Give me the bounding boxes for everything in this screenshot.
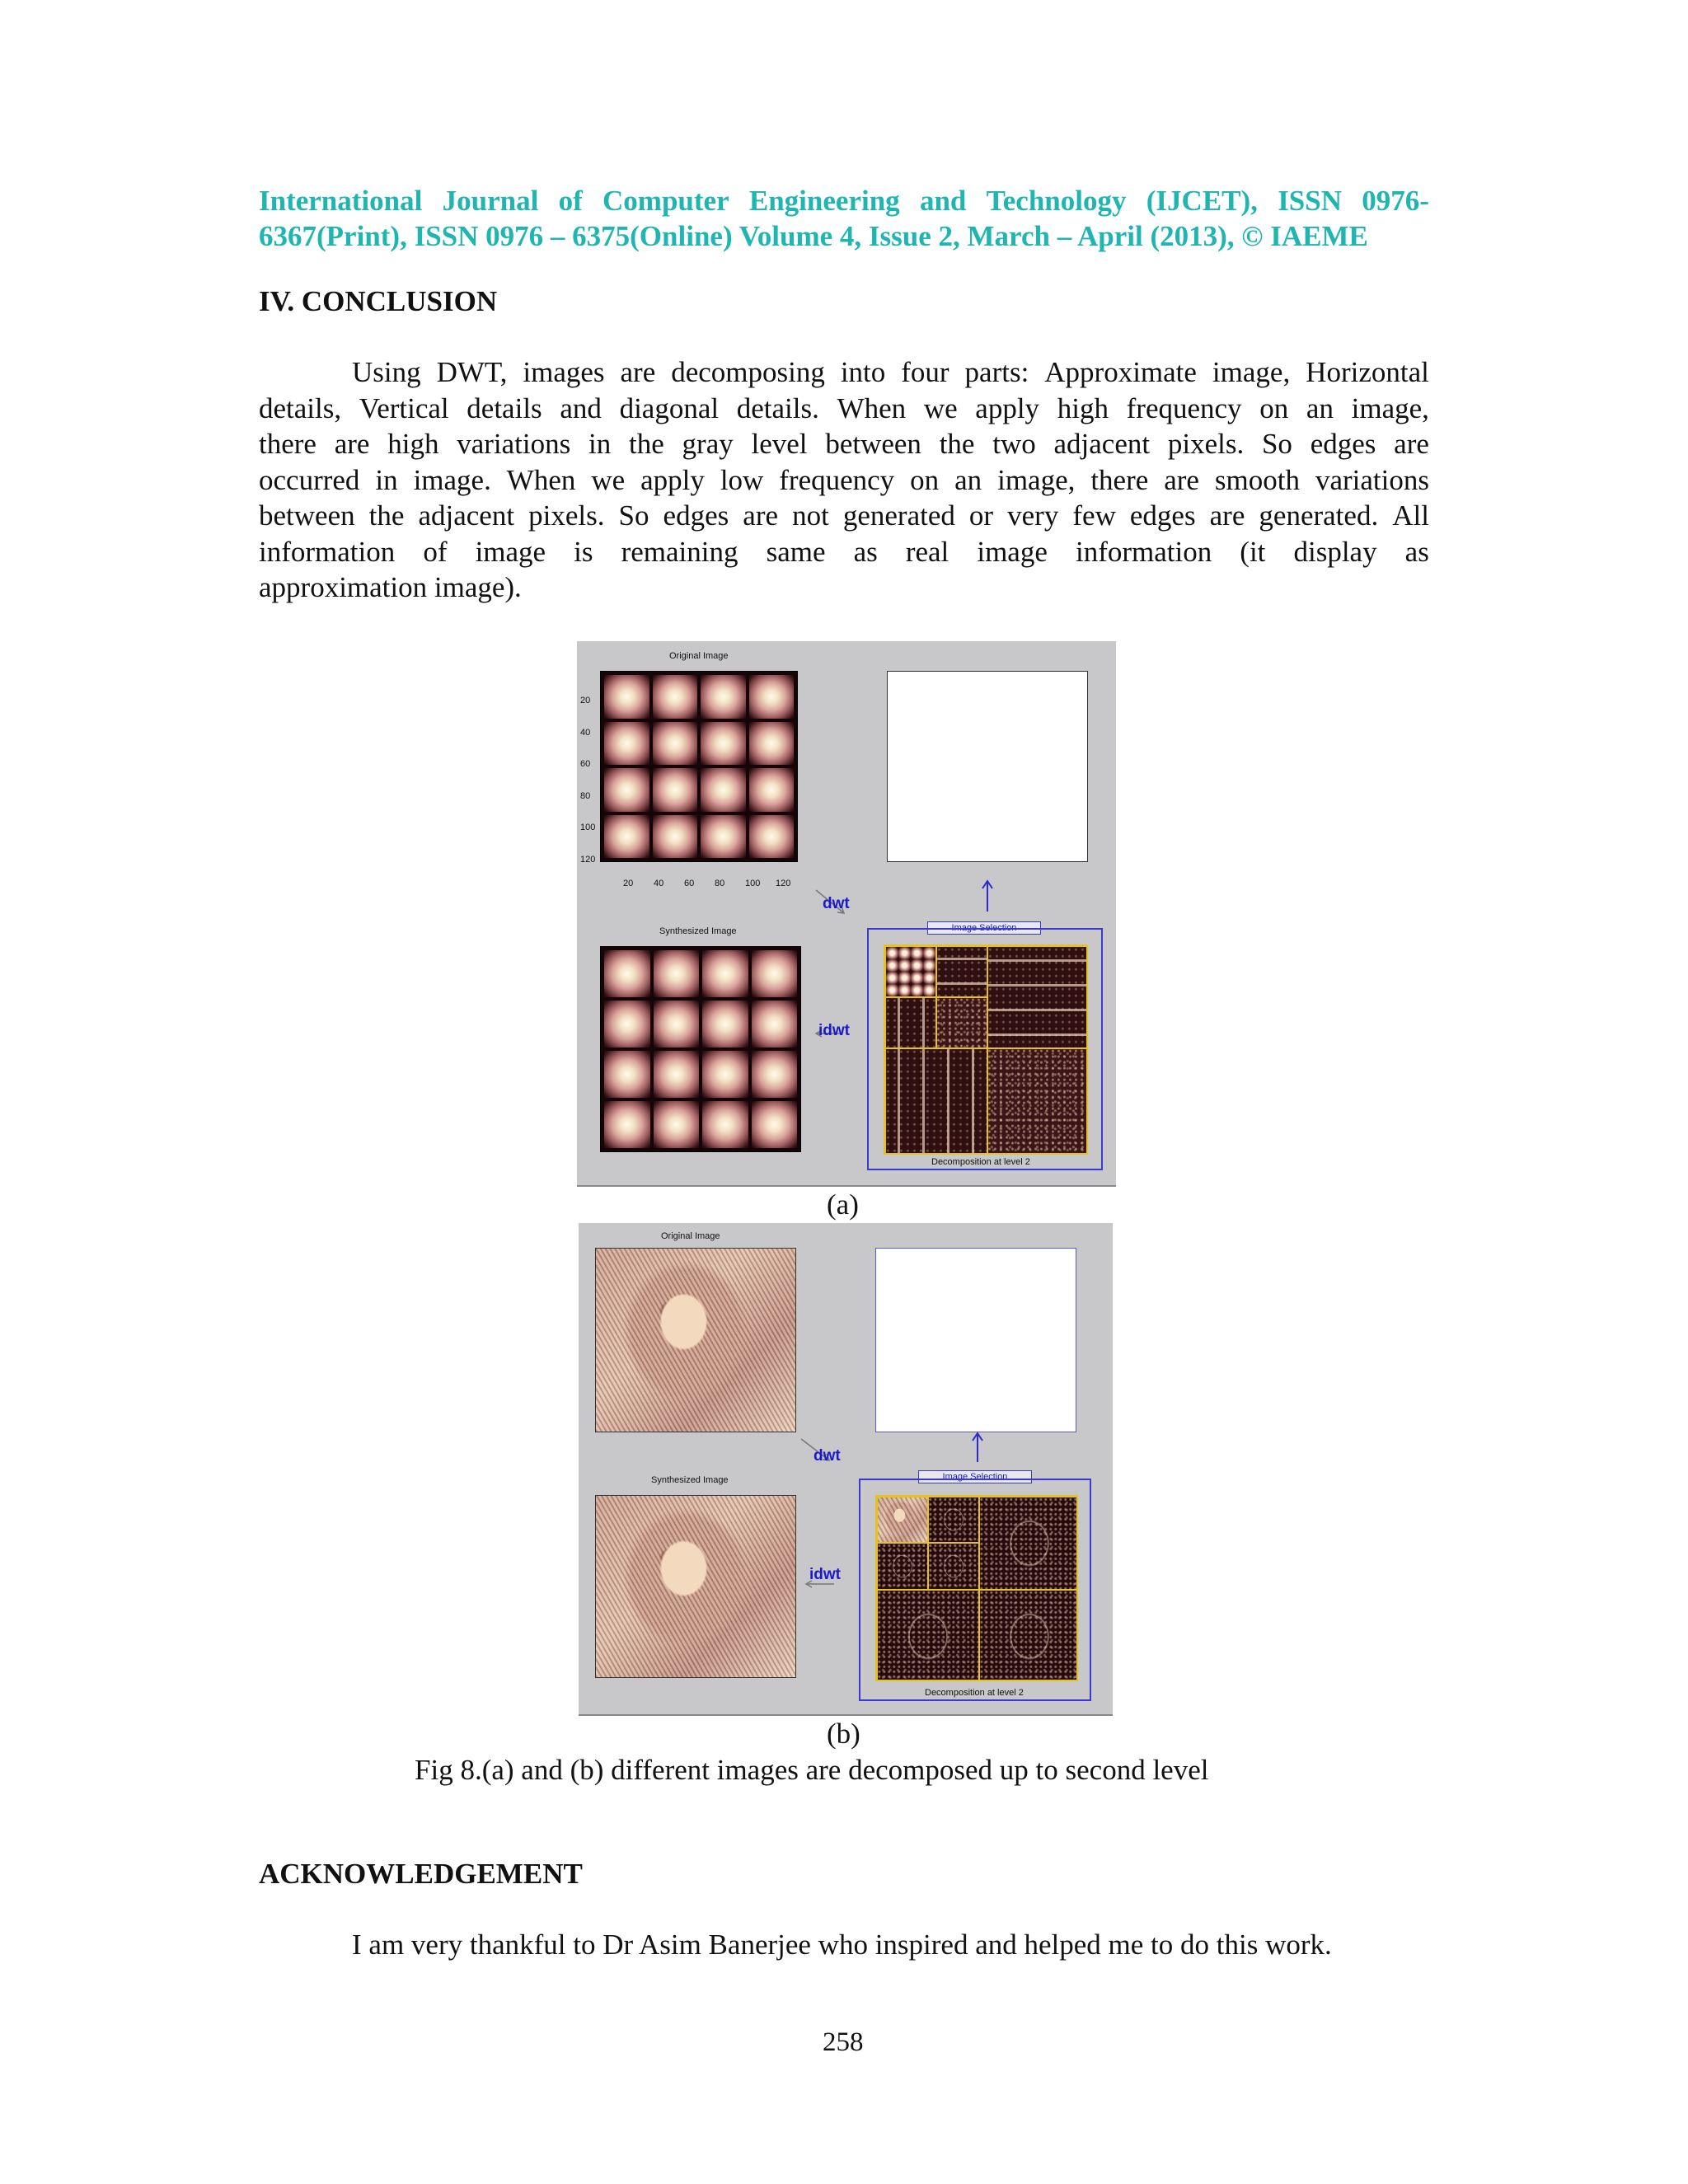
approx-level2	[877, 1497, 928, 1543]
paragraph-word: the	[939, 428, 975, 460]
header-word: Journal	[442, 185, 539, 217]
paragraph-word: DWT,	[436, 356, 508, 388]
paragraph-word: in	[375, 463, 398, 496]
paragraph-word: on	[910, 463, 940, 496]
paragraph-word: as	[1404, 535, 1429, 568]
paragraph-word: few	[1072, 499, 1116, 532]
x-tick-label: 60	[684, 879, 695, 888]
paragraph-word: four	[901, 356, 950, 388]
paragraph-word: parts:	[964, 356, 1029, 388]
paragraph-word: image	[977, 535, 1048, 568]
y-tick-label: 120	[580, 854, 596, 865]
original-image-title: Original Image	[669, 651, 729, 661]
paragraph-word: not	[792, 499, 829, 532]
x-tick-label: 100	[745, 879, 761, 888]
paragraph-word: decomposing	[671, 356, 825, 388]
paragraph-word: adjacent	[1053, 428, 1151, 460]
paragraph-line	[259, 534, 1429, 570]
paragraph-word: between	[825, 428, 921, 460]
dwt-label: dwt	[823, 895, 850, 912]
paragraph-word: are	[1164, 463, 1199, 496]
paragraph-word: same	[766, 535, 826, 568]
y-tick-label: 100	[580, 823, 596, 832]
image-selection-button[interactable]: Image Selection	[918, 1470, 1032, 1483]
decomposition-label: Decomposition at level 2	[925, 1688, 1024, 1698]
paragraph-word: and	[560, 391, 602, 424]
paragraph-word: image,	[1212, 356, 1291, 388]
paragraph-word: frequency	[1126, 391, 1242, 424]
paragraph-word: apply	[640, 463, 705, 496]
paragraph-word: are	[1209, 499, 1245, 532]
horizontal-level1	[987, 946, 1088, 1048]
paragraph-word: two	[992, 428, 1036, 460]
original-image	[600, 671, 798, 862]
figure-caption: Fig 8.(a) and (b) different images are decomposed up to second level	[415, 1754, 1209, 1786]
paragraph-word: generated.	[1259, 499, 1379, 532]
paragraph-word: display	[1293, 535, 1377, 568]
header-word: of	[558, 185, 583, 217]
conclusion-paragraph	[259, 354, 1429, 606]
paragraph-word: edges	[663, 499, 729, 532]
paragraph-word: image.	[413, 463, 491, 496]
figure-b-caption: (b)	[827, 1718, 860, 1750]
paragraph-word: When	[506, 463, 576, 496]
synthesized-image	[595, 1495, 796, 1678]
paragraph-word: (it	[1240, 535, 1266, 568]
original-image-title: Original Image	[661, 1231, 720, 1241]
figure-a-screenshot	[577, 641, 1116, 1187]
paragraph-word: between	[259, 499, 355, 532]
synthesized-image-title: Synthesized Image	[659, 926, 737, 936]
paragraph-line	[259, 354, 1429, 391]
paragraph-word: So	[1261, 428, 1292, 460]
paragraph-word: level	[751, 428, 808, 460]
vertical-level1	[885, 1048, 987, 1155]
paragraph-word: variations	[457, 428, 571, 460]
decomposition-label: Decomposition at level 2	[931, 1157, 1030, 1167]
decomposition-level-2	[884, 944, 1088, 1155]
paragraph-word: or	[968, 499, 994, 532]
paragraph-word: as	[853, 535, 878, 568]
header-word: ISSN	[1278, 185, 1343, 217]
figure-a-caption: (a)	[827, 1188, 859, 1221]
paragraph-line	[259, 391, 1429, 427]
diagonal-level1	[979, 1590, 1078, 1681]
header-word: 0976-	[1362, 185, 1429, 217]
header-word: Computer	[603, 185, 729, 217]
approx-level2	[885, 946, 936, 997]
paragraph-line	[259, 462, 1429, 499]
x-tick-label: 80	[715, 879, 725, 888]
journal-header-line-2: 6367(Print), ISSN 0976 – 6375(Online) Volume 4, Issue 2, March – April (2013), © IAEME	[259, 220, 1368, 252]
paragraph-word: an	[954, 463, 982, 496]
paragraph-word: adjacent	[418, 499, 515, 532]
y-tick-label: 80	[580, 790, 591, 801]
paragraph-word: are	[743, 499, 779, 532]
synthesized-image	[600, 946, 801, 1152]
acknowledgement-text: I am very thankful to Dr Asim Banerjee who inspired and helped me to do this work.	[352, 1929, 1332, 1961]
x-tick-label: 120	[776, 879, 791, 888]
paragraph-word: high	[1057, 391, 1109, 424]
journal-header-line-1	[259, 183, 1429, 218]
paragraph-word: frequency	[779, 463, 895, 496]
page-number: 258	[823, 2027, 864, 2057]
paragraph-word: the	[368, 499, 405, 532]
paragraph-line	[259, 569, 1429, 606]
paragraph-word: approximation image).	[259, 571, 522, 603]
header-word: Technology	[986, 185, 1127, 217]
dwt-label: dwt	[814, 1447, 841, 1465]
paragraph-word: there	[259, 428, 316, 460]
paragraph-word: images	[523, 356, 605, 388]
diagonal-level2	[936, 997, 987, 1048]
paragraph-word: When	[837, 391, 907, 424]
vertical-level1	[877, 1590, 979, 1681]
paragraph-word: edges	[1310, 428, 1376, 460]
paragraph-word: very	[1007, 499, 1059, 532]
idwt-label: idwt	[809, 1566, 841, 1583]
diagonal-level1	[987, 1048, 1088, 1155]
paragraph-word: are	[620, 356, 656, 388]
paragraph-word: details	[467, 391, 542, 424]
image-selection-button[interactable]: Image Selection	[927, 921, 1041, 935]
paragraph-word: All	[1392, 499, 1429, 532]
vertical-level2	[885, 997, 936, 1048]
paragraph-word: are	[334, 428, 370, 460]
paragraph-word: So	[618, 499, 649, 532]
paragraph-word: apply	[975, 391, 1040, 424]
header-word: International	[259, 185, 423, 217]
paragraph-word: details,	[259, 391, 342, 424]
paragraph-word: pixels.	[528, 499, 605, 532]
paragraph-word: information	[1075, 535, 1212, 568]
journal-header	[259, 183, 1429, 254]
paragraph-word: of	[423, 535, 448, 568]
paragraph-word: Using	[352, 356, 421, 388]
paragraph-word: details.	[736, 391, 819, 424]
x-tick-label: 40	[654, 879, 664, 888]
x-tick-label: 20	[623, 879, 634, 888]
acknowledgement-heading: ACKNOWLEDGEMENT	[259, 1858, 583, 1890]
paragraph-word: generated	[842, 499, 955, 532]
paragraph-word: we	[923, 391, 958, 424]
paragraph-word: is	[574, 535, 593, 568]
vertical-level2	[877, 1543, 928, 1590]
paragraph-word: high	[387, 428, 439, 460]
paragraph-word: are	[1394, 428, 1429, 460]
y-tick-label: 40	[580, 727, 591, 738]
horizontal-level2	[936, 946, 987, 997]
paragraph-word: into	[840, 356, 886, 388]
idwt-label: idwt	[818, 1022, 850, 1039]
original-image	[595, 1248, 796, 1432]
synthesized-image-title: Synthesized Image	[651, 1475, 729, 1485]
paragraph-word: low	[720, 463, 764, 496]
paragraph-word: diagonal	[619, 391, 720, 424]
paragraph-word: on	[1259, 391, 1289, 424]
decomposition-level-2	[875, 1495, 1078, 1681]
paragraph-word: Vertical	[359, 391, 449, 424]
header-word: (IJCET),	[1146, 185, 1258, 217]
paragraph-line	[259, 498, 1429, 534]
diagonal-level2	[928, 1543, 979, 1590]
paragraph-word: variations	[1315, 463, 1429, 496]
conclusion-heading: IV. CONCLUSION	[259, 285, 498, 317]
paragraph-word: there	[1090, 463, 1149, 496]
horizontal-level2	[928, 1497, 979, 1543]
paragraph-word: gray	[682, 428, 734, 460]
paragraph-word: an	[1306, 391, 1334, 424]
paragraph-word: real	[905, 535, 950, 568]
header-word: Engineering	[748, 185, 900, 217]
paragraph-word: remaining	[621, 535, 738, 568]
header-word: and	[919, 185, 967, 217]
paragraph-word: Horizontal	[1306, 356, 1429, 388]
paragraph-word: image,	[1351, 391, 1429, 424]
paragraph-word: in	[588, 428, 612, 460]
paragraph-word: information	[259, 535, 396, 568]
paragraph-word: edges	[1129, 499, 1196, 532]
paragraph-word: image,	[997, 463, 1076, 496]
paragraph-word: smooth	[1214, 463, 1300, 496]
paragraph-word: occurred	[259, 463, 360, 496]
paragraph-word: image	[475, 535, 546, 568]
y-tick-label: 60	[580, 759, 591, 769]
paragraph-word: we	[591, 463, 626, 496]
horizontal-level1	[979, 1497, 1078, 1590]
paragraph-word: the	[629, 428, 664, 460]
y-tick-label: 20	[580, 696, 591, 705]
paragraph-line	[259, 426, 1429, 462]
paragraph-word: Approximate	[1044, 356, 1197, 388]
paragraph-word: pixels.	[1167, 428, 1245, 460]
figure-b-screenshot	[579, 1223, 1113, 1716]
